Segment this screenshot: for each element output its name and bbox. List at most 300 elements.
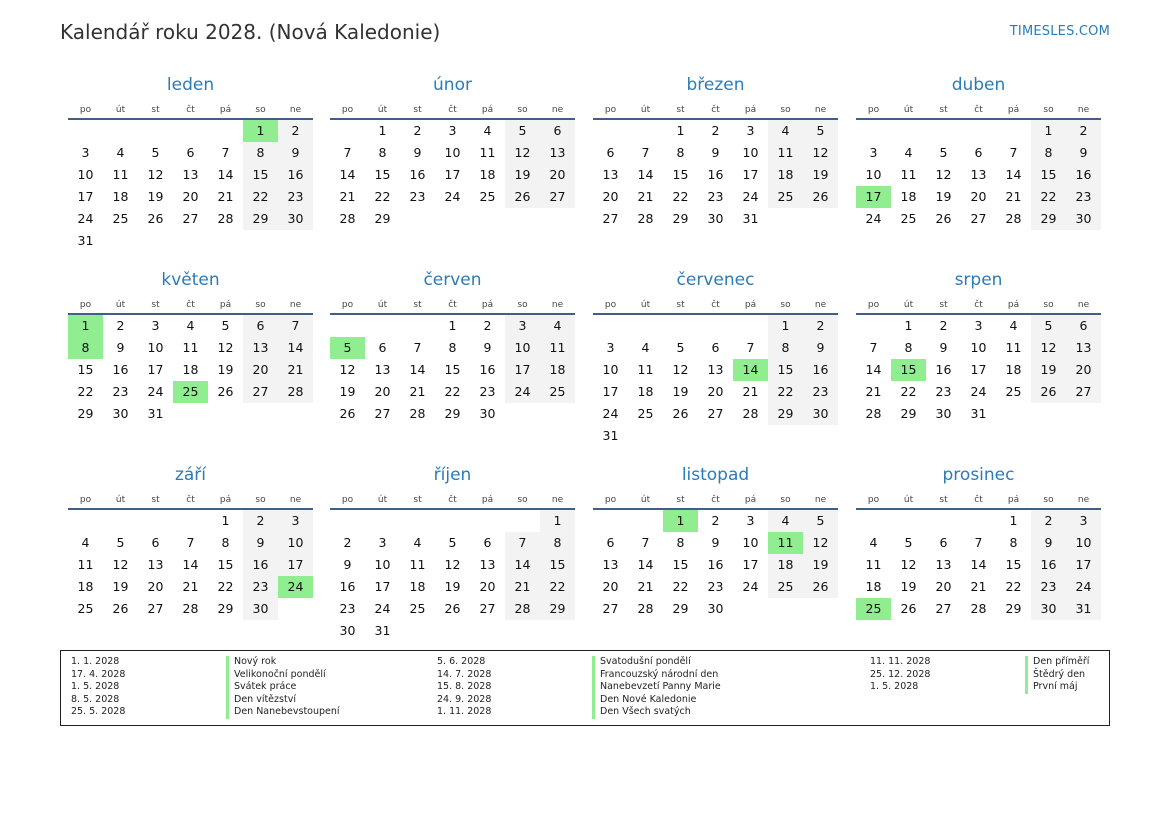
weekday-label: út xyxy=(115,495,126,505)
day-cell: 28 xyxy=(637,601,654,616)
day-cell: 26 xyxy=(935,211,952,226)
weekday-label: po xyxy=(604,105,617,115)
day-cell: 29 xyxy=(540,598,575,620)
week-row xyxy=(593,510,838,532)
weekday-header xyxy=(330,490,575,510)
day-cell: 29 xyxy=(900,406,917,421)
month-name: srpen xyxy=(954,270,1003,290)
week-row xyxy=(593,120,838,142)
day-cell: 7 xyxy=(343,145,352,160)
day-cell: 21 xyxy=(1005,189,1022,204)
day-cell: 3 xyxy=(974,318,983,333)
day-cell: 4 xyxy=(768,510,803,532)
day-cell: 1 xyxy=(1009,513,1018,528)
day-cell: 24 xyxy=(742,189,759,204)
day-cell: 18 xyxy=(865,579,882,594)
day-cell: 21 xyxy=(182,579,199,594)
weekday-header xyxy=(330,295,575,315)
day-cell: 29 xyxy=(1005,601,1022,616)
day-cell: 26 xyxy=(900,601,917,616)
day-cell: 16 xyxy=(707,167,724,182)
empty-day-cell xyxy=(400,315,435,337)
day-cell: 30 xyxy=(112,406,129,421)
day-cell: 4 xyxy=(413,535,422,550)
legend-date: 17. 4. 2028 xyxy=(71,668,126,680)
day-cell: 9 xyxy=(483,340,492,355)
weekday-label: pá xyxy=(219,495,232,505)
legend-date: 1. 1. 2028 xyxy=(71,656,120,667)
day-cell: 12 xyxy=(1031,337,1066,359)
week-row xyxy=(856,598,1101,620)
day-cell: 23 xyxy=(112,384,129,399)
weekday-label: čt xyxy=(711,495,720,505)
day-cell: 22 xyxy=(672,189,689,204)
day-cell: 28 xyxy=(182,601,199,616)
week-row xyxy=(68,337,313,359)
week-row xyxy=(330,554,575,576)
empty-day-cell xyxy=(1031,403,1066,425)
day-cell: 7 xyxy=(505,532,540,554)
empty-day-cell xyxy=(173,230,208,252)
day-cell: 9 xyxy=(939,340,948,355)
day-cell: 30 xyxy=(935,406,952,421)
day-cell: 27 xyxy=(602,601,619,616)
week-row xyxy=(330,120,575,142)
weekday-label: st xyxy=(413,300,422,310)
day-cell: 13 xyxy=(935,557,952,572)
legend-item xyxy=(71,669,340,682)
legend-date: 14. 7. 2028 xyxy=(437,668,492,680)
day-cell: 3 xyxy=(869,145,878,160)
legend-holiday-name: Nanebevzetí Panny Marie xyxy=(592,681,721,694)
day-cell: 17 xyxy=(602,384,619,399)
month-duben xyxy=(856,72,1101,230)
day-cell: 24 xyxy=(742,579,759,594)
weekday-header xyxy=(68,490,313,510)
day-cell: 21 xyxy=(637,579,654,594)
empty-day-cell xyxy=(961,510,996,532)
week-row xyxy=(330,576,575,598)
empty-day-cell xyxy=(103,120,138,142)
day-cell: 6 xyxy=(1066,315,1101,337)
week-row xyxy=(330,164,575,186)
weekday-header xyxy=(856,295,1101,315)
day-cell: 7 xyxy=(641,145,650,160)
day-cell: 15 xyxy=(374,167,391,182)
day-cell: 16 xyxy=(803,359,838,381)
week-row xyxy=(593,142,838,164)
empty-day-cell xyxy=(470,510,505,532)
day-cell: 11 xyxy=(637,362,654,377)
week-row xyxy=(68,403,313,425)
day-cell: 7 xyxy=(1009,145,1018,160)
day-cell: 24 xyxy=(1066,576,1101,598)
weekday-header xyxy=(593,295,838,315)
day-cell: 15 xyxy=(768,359,803,381)
weekday-label: út xyxy=(903,105,914,115)
day-cell: 6 xyxy=(606,535,615,550)
holiday-day: 5 xyxy=(330,337,365,359)
empty-day-cell xyxy=(243,230,278,252)
legend-holiday-name: Den příměří xyxy=(1025,656,1089,669)
day-cell: 16 xyxy=(707,557,724,572)
day-cell: 20 xyxy=(243,359,278,381)
week-row xyxy=(593,381,838,403)
weekday-label: po xyxy=(867,105,880,115)
day-cell: 21 xyxy=(505,576,540,598)
week-row xyxy=(68,315,313,337)
empty-day-cell xyxy=(365,510,400,532)
empty-day-cell xyxy=(733,598,768,620)
week-row xyxy=(856,315,1101,337)
day-cell: 18 xyxy=(1005,362,1022,377)
day-cell: 3 xyxy=(81,145,90,160)
day-cell: 6 xyxy=(939,535,948,550)
weekday-label: ne xyxy=(814,300,827,310)
weekday-label: pá xyxy=(1007,105,1020,115)
day-cell: 4 xyxy=(540,315,575,337)
empty-day-cell xyxy=(803,598,838,620)
empty-day-cell xyxy=(435,510,470,532)
day-cell: 15 xyxy=(243,164,278,186)
weekday-label: ne xyxy=(814,105,827,115)
day-cell: 8 xyxy=(448,340,457,355)
day-cell: 20 xyxy=(479,579,496,594)
day-cell: 25 xyxy=(112,211,129,226)
day-cell: 22 xyxy=(77,384,94,399)
weekday-label: ne xyxy=(289,105,302,115)
day-cell: 5 xyxy=(448,535,457,550)
day-cell: 16 xyxy=(1066,164,1101,186)
weekday-header xyxy=(856,100,1101,120)
holiday-day: 15 xyxy=(891,359,926,381)
day-cell: 15 xyxy=(444,362,461,377)
day-cell: 22 xyxy=(768,381,803,403)
month-name: říjen xyxy=(433,465,472,485)
day-cell: 28 xyxy=(637,211,654,226)
day-cell: 14 xyxy=(217,167,234,182)
day-cell: 24 xyxy=(505,381,540,403)
legend-item xyxy=(870,681,1089,694)
day-cell: 28 xyxy=(505,598,540,620)
empty-day-cell xyxy=(996,120,1031,142)
day-cell: 7 xyxy=(746,340,755,355)
month-leden xyxy=(68,72,313,252)
week-row xyxy=(856,554,1101,576)
day-cell: 12 xyxy=(900,557,917,572)
day-cell: 2 xyxy=(939,318,948,333)
empty-day-cell xyxy=(435,620,470,642)
empty-day-cell xyxy=(593,120,628,142)
empty-day-cell xyxy=(138,510,173,532)
day-cell: 23 xyxy=(803,381,838,403)
day-cell: 23 xyxy=(1066,186,1101,208)
month-name: květen xyxy=(161,270,220,290)
day-cell: 26 xyxy=(217,384,234,399)
day-cell: 11 xyxy=(1005,340,1022,355)
day-cell: 9 xyxy=(413,145,422,160)
empty-day-cell xyxy=(400,208,435,230)
brand-link[interactable]: TIMESLES.COM xyxy=(1009,24,1110,39)
weekday-label: so xyxy=(780,105,791,115)
weekday-label: pá xyxy=(481,495,494,505)
day-cell: 8 xyxy=(1031,142,1066,164)
weekday-label: út xyxy=(115,105,126,115)
weekday-label: po xyxy=(604,300,617,310)
legend-item xyxy=(437,681,721,694)
day-cell: 23 xyxy=(479,384,496,399)
empty-day-cell xyxy=(1066,403,1101,425)
day-cell: 14 xyxy=(1005,167,1022,182)
empty-day-cell xyxy=(733,425,768,447)
day-cell: 30 xyxy=(803,403,838,425)
day-cell: 1 xyxy=(768,315,803,337)
month-name: leden xyxy=(166,75,215,95)
day-cell: 9 xyxy=(803,337,838,359)
weekday-label: po xyxy=(79,300,92,310)
day-cell: 27 xyxy=(1066,381,1101,403)
day-cell: 22 xyxy=(900,384,917,399)
empty-day-cell xyxy=(173,120,208,142)
weekday-label: ne xyxy=(289,300,302,310)
month-name: duben xyxy=(951,75,1006,95)
weekday-label: čt xyxy=(186,105,195,115)
day-cell: 27 xyxy=(147,601,164,616)
empty-day-cell xyxy=(68,510,103,532)
weekday-header xyxy=(68,100,313,120)
week-row xyxy=(856,120,1101,142)
day-cell: 3 xyxy=(505,315,540,337)
weekday-label: út xyxy=(377,105,388,115)
legend-column xyxy=(437,656,721,719)
day-cell: 31 xyxy=(742,211,759,226)
empty-day-cell xyxy=(803,425,838,447)
day-cell: 22 xyxy=(1005,579,1022,594)
week-row xyxy=(856,403,1101,425)
week-row xyxy=(593,164,838,186)
day-cell: 8 xyxy=(221,535,230,550)
day-cell: 10 xyxy=(970,340,987,355)
day-cell: 4 xyxy=(116,145,125,160)
day-cell: 19 xyxy=(803,164,838,186)
month-name: září xyxy=(174,465,207,485)
day-cell: 11 xyxy=(409,557,426,572)
weekday-label: pá xyxy=(1007,495,1020,505)
month-name: prosinec xyxy=(942,465,1015,485)
day-cell: 27 xyxy=(602,211,619,226)
day-cell: 19 xyxy=(339,384,356,399)
weekday-label: pá xyxy=(219,105,232,115)
day-cell: 28 xyxy=(217,211,234,226)
holiday-day: 1 xyxy=(68,315,103,337)
day-cell: 7 xyxy=(413,340,422,355)
weekday-label: út xyxy=(903,300,914,310)
empty-day-cell xyxy=(540,208,575,230)
weekday-label: čt xyxy=(711,300,720,310)
empty-day-cell xyxy=(593,510,628,532)
holiday-legend xyxy=(60,650,1110,726)
day-cell: 18 xyxy=(768,164,803,186)
weekday-label: pá xyxy=(219,300,232,310)
day-cell: 13 xyxy=(602,167,619,182)
weekday-label: st xyxy=(939,495,948,505)
day-cell: 25 xyxy=(637,406,654,421)
day-cell: 14 xyxy=(409,362,426,377)
day-cell: 24 xyxy=(374,601,391,616)
weekday-label: čt xyxy=(186,495,195,505)
week-row xyxy=(330,532,575,554)
weekday-label: po xyxy=(79,105,92,115)
weekday-label: pá xyxy=(744,495,757,505)
day-cell: 4 xyxy=(869,535,878,550)
weekday-label: st xyxy=(939,300,948,310)
empty-day-cell xyxy=(330,510,365,532)
day-cell: 30 xyxy=(278,208,313,230)
legend-date: 1. 11. 2028 xyxy=(437,706,492,718)
day-cell: 21 xyxy=(217,189,234,204)
legend-item xyxy=(437,706,721,719)
day-cell: 18 xyxy=(540,359,575,381)
day-cell: 26 xyxy=(1031,381,1066,403)
day-cell: 10 xyxy=(865,167,882,182)
weekday-label: ne xyxy=(1077,495,1090,505)
day-cell: 12 xyxy=(339,362,356,377)
day-cell: 29 xyxy=(374,211,391,226)
weekday-label: pá xyxy=(744,300,757,310)
day-cell: 1 xyxy=(1031,120,1066,142)
week-row xyxy=(330,510,575,532)
week-row xyxy=(593,576,838,598)
weekday-label: ne xyxy=(814,495,827,505)
day-cell: 14 xyxy=(339,167,356,182)
weekday-label: ne xyxy=(1077,300,1090,310)
day-cell: 9 xyxy=(711,535,720,550)
day-cell: 17 xyxy=(147,362,164,377)
day-cell: 30 xyxy=(707,211,724,226)
day-cell: 20 xyxy=(970,189,987,204)
day-cell: 23 xyxy=(339,601,356,616)
day-cell: 31 xyxy=(1066,598,1101,620)
weekday-label: po xyxy=(341,495,354,505)
legend-holiday-name: Velikonoční pondělí xyxy=(226,669,326,682)
weekday-label: so xyxy=(1043,495,1054,505)
legend-item xyxy=(71,706,340,719)
day-cell: 26 xyxy=(672,406,689,421)
weekday-label: so xyxy=(255,495,266,505)
weekday-label: st xyxy=(413,495,422,505)
week-row xyxy=(68,120,313,142)
month-name: listopad xyxy=(681,465,750,485)
empty-day-cell xyxy=(891,510,926,532)
weekday-label: ne xyxy=(551,300,564,310)
day-cell: 19 xyxy=(935,189,952,204)
day-cell: 24 xyxy=(970,384,987,399)
week-row xyxy=(68,164,313,186)
weekday-label: čt xyxy=(974,300,983,310)
day-cell: 2 xyxy=(483,318,492,333)
day-cell: 20 xyxy=(540,164,575,186)
week-row xyxy=(68,554,313,576)
week-row xyxy=(856,337,1101,359)
day-cell: 14 xyxy=(970,557,987,572)
weekday-label: pá xyxy=(744,105,757,115)
weekday-label: út xyxy=(377,495,388,505)
holiday-day: 11 xyxy=(768,532,803,554)
day-cell: 15 xyxy=(217,557,234,572)
week-row xyxy=(856,208,1101,230)
day-cell: 21 xyxy=(742,384,759,399)
day-cell: 7 xyxy=(221,145,230,160)
day-cell: 20 xyxy=(147,579,164,594)
day-cell: 13 xyxy=(243,337,278,359)
day-cell: 6 xyxy=(483,535,492,550)
weekday-label: so xyxy=(255,105,266,115)
holiday-day: 1 xyxy=(663,510,698,532)
empty-day-cell xyxy=(891,120,926,142)
day-cell: 21 xyxy=(865,384,882,399)
empty-day-cell xyxy=(505,620,540,642)
day-cell: 5 xyxy=(904,535,913,550)
month-září xyxy=(68,462,313,620)
day-cell: 18 xyxy=(479,167,496,182)
weekday-label: út xyxy=(903,495,914,505)
day-cell: 1 xyxy=(378,123,387,138)
day-cell: 23 xyxy=(935,384,952,399)
day-cell: 10 xyxy=(742,535,759,550)
legend-holiday-name: Svatodušní pondělí xyxy=(592,656,691,669)
day-cell: 29 xyxy=(672,211,689,226)
day-cell: 21 xyxy=(409,384,426,399)
day-cell: 18 xyxy=(77,579,94,594)
day-cell: 20 xyxy=(935,579,952,594)
day-cell: 18 xyxy=(768,554,803,576)
day-cell: 6 xyxy=(540,120,575,142)
day-cell: 11 xyxy=(900,167,917,182)
day-cell: 8 xyxy=(378,145,387,160)
empty-day-cell xyxy=(470,208,505,230)
day-cell: 15 xyxy=(1005,557,1022,572)
week-row xyxy=(593,186,838,208)
month-květen xyxy=(68,267,313,425)
holiday-day: 1 xyxy=(243,120,278,142)
day-cell: 26 xyxy=(444,601,461,616)
day-cell: 21 xyxy=(278,359,313,381)
day-cell: 12 xyxy=(935,167,952,182)
day-cell: 4 xyxy=(81,535,90,550)
legend-item xyxy=(71,681,340,694)
day-cell: 4 xyxy=(768,120,803,142)
weekday-header xyxy=(330,100,575,120)
day-cell: 30 xyxy=(479,406,496,421)
day-cell: 7 xyxy=(974,535,983,550)
day-cell: 2 xyxy=(803,315,838,337)
day-cell: 27 xyxy=(540,186,575,208)
weekday-label: st xyxy=(676,495,685,505)
day-cell: 5 xyxy=(151,145,160,160)
day-cell: 2 xyxy=(343,535,352,550)
day-cell: 8 xyxy=(676,535,685,550)
day-cell: 16 xyxy=(112,362,129,377)
day-cell: 16 xyxy=(409,167,426,182)
legend-column xyxy=(71,656,340,719)
day-cell: 24 xyxy=(602,406,619,421)
day-cell: 6 xyxy=(151,535,160,550)
weekday-label: pá xyxy=(1007,300,1020,310)
weekday-label: po xyxy=(867,495,880,505)
day-cell: 19 xyxy=(217,362,234,377)
day-cell: 17 xyxy=(444,167,461,182)
day-cell: 23 xyxy=(707,579,724,594)
